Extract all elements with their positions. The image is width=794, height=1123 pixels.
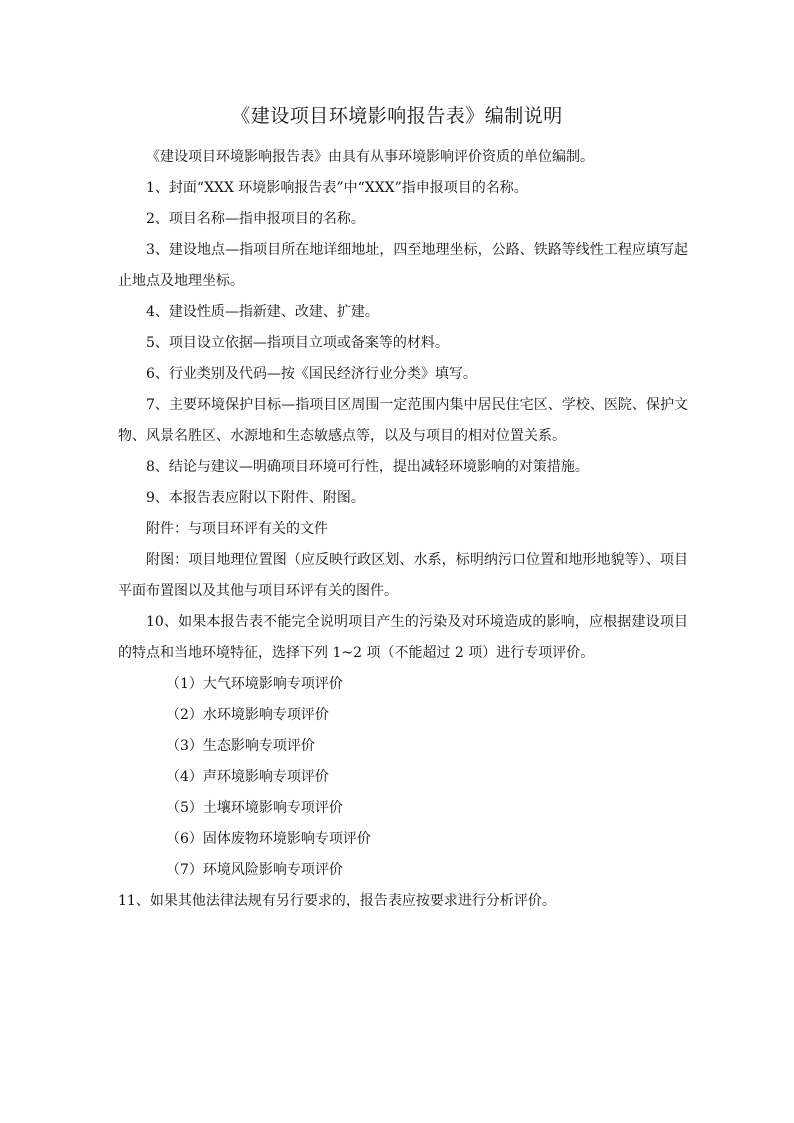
figures-line: 附图：项目地理位置图（应反映行政区划、水系，标明纳污口位置和地形地貌等）、项目平面布置图以及其他与项目环评有关的图件。 — [118, 552, 688, 599]
item-10-special-evaluation: 10、如果本报告表不能完全说明项目产生的污染及对环境造成的影响，应根据建设项目的特点和当地环境特征，选择下列 1~2 项（不能超过 2 项）进行专项评价。 — [118, 614, 688, 661]
special-evaluation-item: （3）生态影响专项评价 — [166, 738, 315, 754]
item-4-nature: 4、建设性质—指新建、改建、扩建。 — [146, 304, 379, 320]
special-evaluation-item: （2）水环境影响专项评价 — [166, 707, 329, 723]
special-evaluation-item: （7）环境风险影响专项评价 — [166, 862, 343, 878]
document-title: 《建设项目环境影响报告表》编制说明 — [231, 105, 563, 127]
item-1-cover: 1、封面“XXX 环境影响报告表”中“XXX”指申报项目的名称。 — [146, 180, 528, 196]
special-evaluation-item: （1）大气环境影响专项评价 — [166, 676, 343, 692]
intro-paragraph: 《建设项目环境影响报告表》由具有从事环境影响评价资质的单位编制。 — [146, 149, 594, 165]
item-2-project-name: 2、项目名称—指申报项目的名称。 — [146, 211, 365, 227]
special-evaluation-item: （4）声环境影响专项评价 — [166, 769, 329, 785]
item-9-attachments: 9、本报告表应附以下附件、附图。 — [146, 490, 365, 506]
item-6-industry: 6、行业类别及代码—按《国民经济行业分类》填写。 — [146, 366, 477, 382]
attachments-line: 附件：与项目环评有关的文件 — [146, 521, 328, 537]
item-5-basis: 5、项目设立依据—指项目立项或备案等的材料。 — [146, 335, 449, 351]
item-7-protection-targets: 7、主要环境保护目标—指项目区周围一定范围内集中居民住宅区、学校、医院、保护文物、风景名胜区、水源地和生态敏感点等，以及与项目的相对位置关系。 — [118, 397, 688, 444]
special-evaluation-item: （6）固体废物环境影响专项评价 — [166, 831, 371, 847]
special-evaluation-item: （5）土壤环境影响专项评价 — [166, 800, 343, 816]
document-body — [118, 142, 688, 917]
item-11-other-requirements: 11、如果其他法律法规有另行要求的，报告表应按要求进行分析评价。 — [118, 893, 556, 909]
item-3-location: 3、建设地点—指项目所在地详细地址，四至地理坐标，公路、铁路等线性工程应填写起止地点及地理坐标。 — [118, 242, 688, 289]
item-8-conclusion: 8、结论与建议—明确项目环境可行性，提出减轻环境影响的对策措施。 — [146, 459, 589, 475]
